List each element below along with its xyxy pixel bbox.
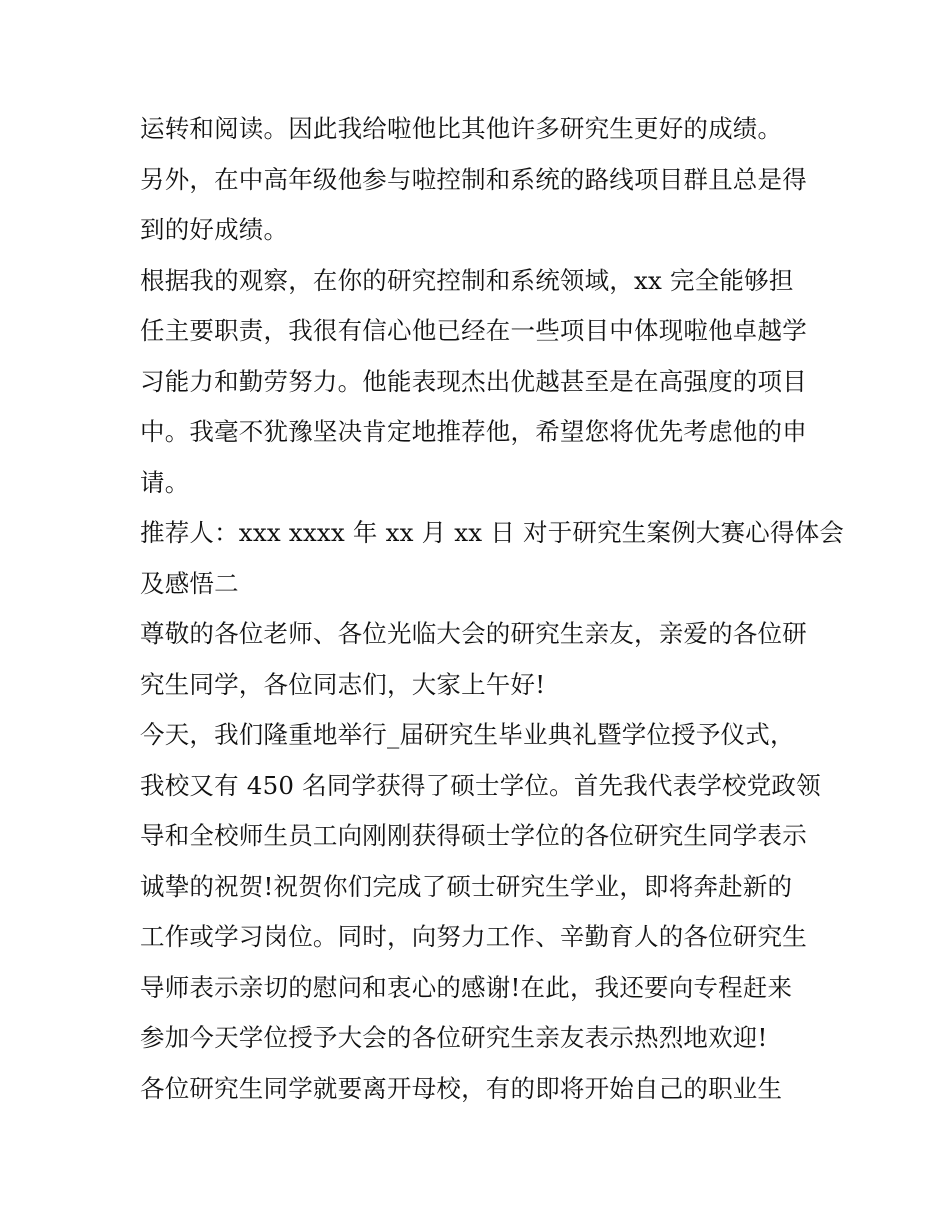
text-line: 到的好成绩。 [140, 215, 289, 244]
text-line: 任主要职责，我很有信心他已经在一些项目中体现啦他卓越学 [140, 316, 807, 345]
text-line: 中。我毫不犹豫坚决肯定地推荐他，希望您将优先考虑他的申 [140, 417, 807, 446]
text-line: 各位研究生同学就要离开母校，有的即将开始自己的职业生 [140, 1073, 783, 1103]
text-line: 诚挚的祝贺!祝贺你们完成了硕士研究生学业，即将奔赴新的 [140, 871, 793, 901]
text-line: 尊敬的各位老师、各位光临大会的研究生亲友，亲爱的各位研 [140, 619, 807, 648]
text-line: 究生同学，各位同志们，大家上午好! [140, 669, 546, 699]
document-body [140, 104, 845, 1114]
text-line: 我校又有 450 名同学获得了硕士学位。首先我代表学校党政领 [140, 770, 821, 800]
text-line: 习能力和勤劳努力。他能表现杰出优越甚至是在高强度的项目 [140, 366, 807, 396]
text-line: 及感悟二 [140, 568, 239, 598]
text-line: 根据我的观察，在你的研究控制和系统领域，xx 完全能够担 [140, 265, 794, 295]
text-line: 工作或学习岗位。同时，向努力工作、辛勤育人的各位研究生 [140, 922, 807, 951]
text-line: 参加今天学位授予大会的各位研究生亲友表示热烈地欢迎! [140, 1023, 768, 1052]
text-line: 今天，我们隆重地举行_届研究生毕业典礼暨学位授予仪式， [140, 720, 795, 749]
text-line: 导师表示亲切的慰问和衷心的感谢!在此，我还要向专程赶来 [140, 972, 793, 1002]
text-line: 另外，在中高年级他参与啦控制和系统的路线项目群且总是得 [140, 164, 807, 194]
text-line: 导和全校师生员工向刚刚获得硕士学位的各位研究生同学表示 [140, 821, 807, 850]
text-line: 请。 [140, 467, 190, 497]
text-line: 运转和阅读。因此我给啦他比其他许多研究生更好的成绩。 [140, 114, 783, 143]
text-line: 推荐人：xxx xxxx 年 xx 月 xx 日 对于研究生案例大赛心得体会 [140, 518, 845, 547]
